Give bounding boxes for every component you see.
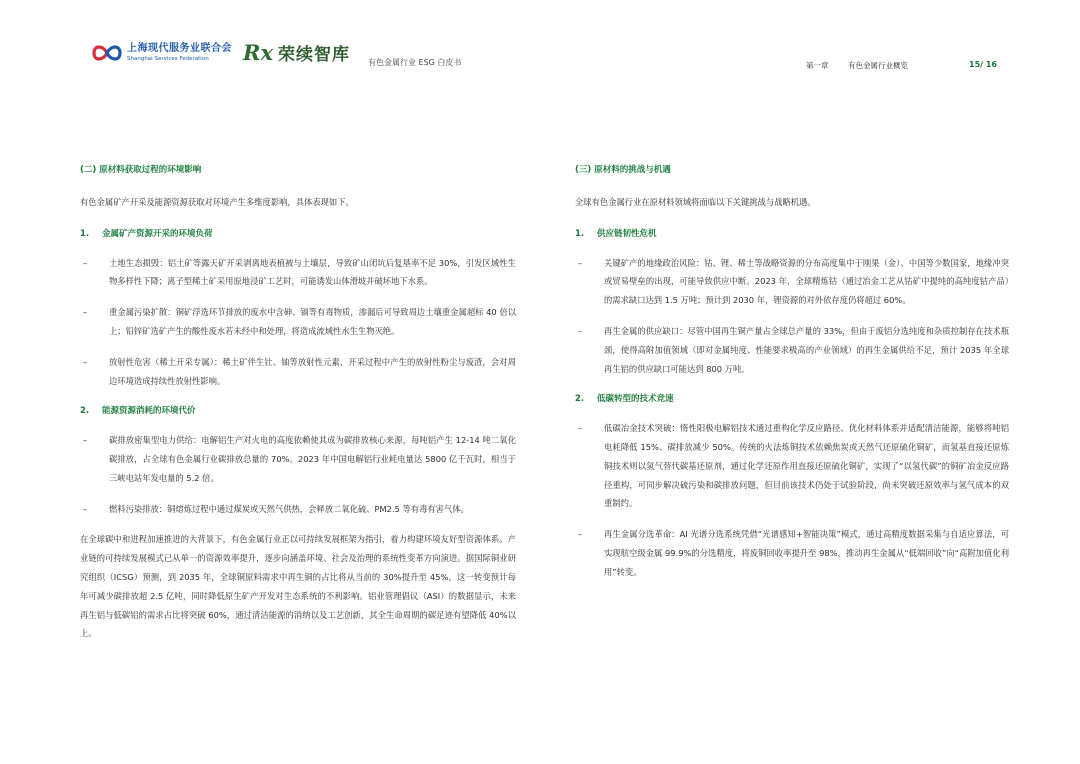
section-number: 2. bbox=[80, 406, 90, 417]
rx-logo-mark: Rx bbox=[243, 40, 273, 65]
dash-bullet: – bbox=[83, 356, 88, 367]
right-intro: 全球有色金属行业在原材料领域将面临以下关键挑战与战略机遇。 bbox=[575, 197, 816, 207]
sssf-logo-icon bbox=[92, 42, 122, 64]
section-title: 低碳转型的技术竞速 bbox=[597, 394, 674, 405]
section-number: 1. bbox=[575, 228, 585, 239]
page-number: 15/ 16 bbox=[969, 60, 997, 69]
dash-bullet: – bbox=[83, 307, 88, 318]
section-number: 2. bbox=[575, 394, 585, 405]
list-item: – 关键矿产的地缘政治风险：钴、锂、稀土等战略资源的分布高度集中于刚果（金）、中国等少数国家，地缘冲突或贸易壁垒的出现，可能导致供应中断。2023 年，全球精炼钴（通过冶金工艺从钴矿中提纯的高纯度钴产品）的需求缺口达到 1.5 万吨；预计到 2030 年，锂资源的对外依存度仍将超过 60%。 bbox=[575, 254, 1009, 310]
chapter-label: 第一章 bbox=[806, 61, 829, 70]
dash-bullet: – bbox=[578, 423, 583, 434]
list-item: – 再生金属的供应缺口：尽管中国再生铜产量占全球总产量的 33%，但由于废铝分选纯度和杂质控制存在技术瓶颈，使得高附加值领域（即对金属纯度、性能要求极高的产业领域）的再生金属供给不足，预计 2035 年全球再生铝的供应缺口可能达到 800 万吨。 bbox=[575, 322, 1009, 378]
list-item: – 放射性危害（稀土开采专属）：稀土矿伴生钍、铀等放射性元素，开采过程中产生的放射性粉尘与废渣，会对周边环境造成持续性放射性影响。 bbox=[80, 353, 516, 391]
section-label: 有色金属行业概览 bbox=[848, 61, 908, 70]
section-number: 1. bbox=[80, 228, 90, 239]
list-item: – 碳排放密集型电力供给：电解铝生产对火电的高度依赖使其成为碳排放核心来源，每吨铝产生 12-14 吨二氧化碳排放，占全球有色金属行业碳排放总量的 70%。2023 年中国电解铝行业耗电量达 5800 亿千瓦时，相当于三峡电站年发电量的 5.2 倍。 bbox=[80, 431, 516, 487]
page-header bbox=[0, 0, 1080, 80]
right-column bbox=[575, 160, 1009, 594]
dash-bullet: – bbox=[578, 529, 583, 540]
list-item: – 再生金属分选革命：AI 光谱分选系统凭借“光谱感知+智能决策”模式，通过高精度数据采集与自适应算法，可实现航空级金属 99.9%的分选精度，将废铜回收率提升至 98%，推动再生金属从“低端回收”向“高附加值化利用”转变。 bbox=[575, 525, 1009, 581]
list-item: – 低碳冶金技术突破：惰性阳极电解铝技术通过重构化学反应路径、优化材料体系并适配清洁能源，能够将吨铝电耗降低 15%、碳排放减少 50%。传统的火法炼铜技术依赖焦炭或天然气还原硫化铜矿，而氢基直接还原炼铜技术则以氢气替代碳基还原剂，通过化学还原作用直接还原硫化铜矿，实现了“以氢代碳”的铜矿冶金反应路径重构，可同步解决硫污染和碳排放问题，但目前该技术仍处于试验阶段，尚未突破还原效率与氢气成本的双重制约。 bbox=[575, 419, 1009, 513]
left-intro: 有色金属矿产开采及能源资源获取对环境产生多维度影响，具体表现如下。 bbox=[80, 197, 354, 207]
dash-bullet: – bbox=[83, 503, 88, 514]
dash-bullet: – bbox=[578, 257, 583, 268]
right-section-1-heading bbox=[575, 225, 1009, 244]
right-heading: (三) 原材料的挑战与机遇 bbox=[575, 165, 671, 175]
right-section-2-heading bbox=[575, 390, 1009, 409]
section-title: 供应链韧性危机 bbox=[597, 228, 657, 239]
sssf-logo-en: Shanghai Services Federation bbox=[127, 56, 209, 62]
sssf-logo-cn: 上海现代服务业联合会 bbox=[127, 43, 232, 54]
rx-logo-name: 荣续智库 bbox=[277, 45, 350, 65]
left-closing-paragraph: 在全球碳中和进程加速推进的大背景下，有色金属行业正以可持续发展框架为指引，着力构建环境友好型资源体系。产业链的可持续发展模式已从单一的资源效率提升，逐步向涵盖环境、社会及治理的系统性变革方向演进。据国际铜业研究组织（ICSG）预测，到 2035 年，全球铜原料需求中再生铜的占比将从当前的 30%提升至 45%，这一转变预计每年可减少碳排放超 2.5 亿吨，同时降低原生矿产开发对生态系统的不利影响。铝业管理倡议（ASI）的数据显示，未来再生铝与低碳铝的需求占比将突破 60%，通过清洁能源的消纳以及工艺创新，其全生命周期的碳足迹有望降低 40%以上。 bbox=[80, 534, 516, 639]
sssf-logo bbox=[92, 42, 232, 64]
left-section-1-heading bbox=[80, 225, 516, 244]
list-item: – 重金属污染扩散：铜矿浮选环节排放的废水中含砷、镉等有毒物质，渗漏后可导致周边土壤重金属超标 40 倍以上；铅锌矿选矿产生的酸性废水若未经中和处理，将造成流域性水生生物灭绝。 bbox=[80, 303, 516, 341]
dash-bullet: – bbox=[83, 435, 88, 446]
list-item: – 燃料污染排放：铜熔炼过程中通过煤炭或天然气供热，会释放二氧化硫、PM2.5 等有毒有害气体。 bbox=[80, 500, 516, 519]
list-item: – 土地生态损毁：铝土矿等露天矿开采剥离地表植被与土壤层，导致矿山闭坑后复垦率不足 30%，引发区域性生物多样性下降；离子型稀土矿采用原地浸矿工艺时，可能诱发山体滑坡并破坏地下水系。 bbox=[80, 254, 516, 292]
section-title: 能源资源消耗的环境代价 bbox=[102, 406, 196, 417]
section-title: 金属矿产资源开采的环境负荷 bbox=[102, 228, 213, 239]
left-column bbox=[80, 160, 516, 643]
dash-bullet: – bbox=[83, 257, 88, 268]
rx-logo bbox=[243, 40, 350, 65]
left-heading: (二) 原材料获取过程的环境影响 bbox=[80, 165, 202, 175]
left-section-2-heading bbox=[80, 402, 516, 421]
dash-bullet: – bbox=[578, 325, 583, 336]
document-title: 有色金属行业 ESG 白皮书 bbox=[368, 58, 462, 67]
